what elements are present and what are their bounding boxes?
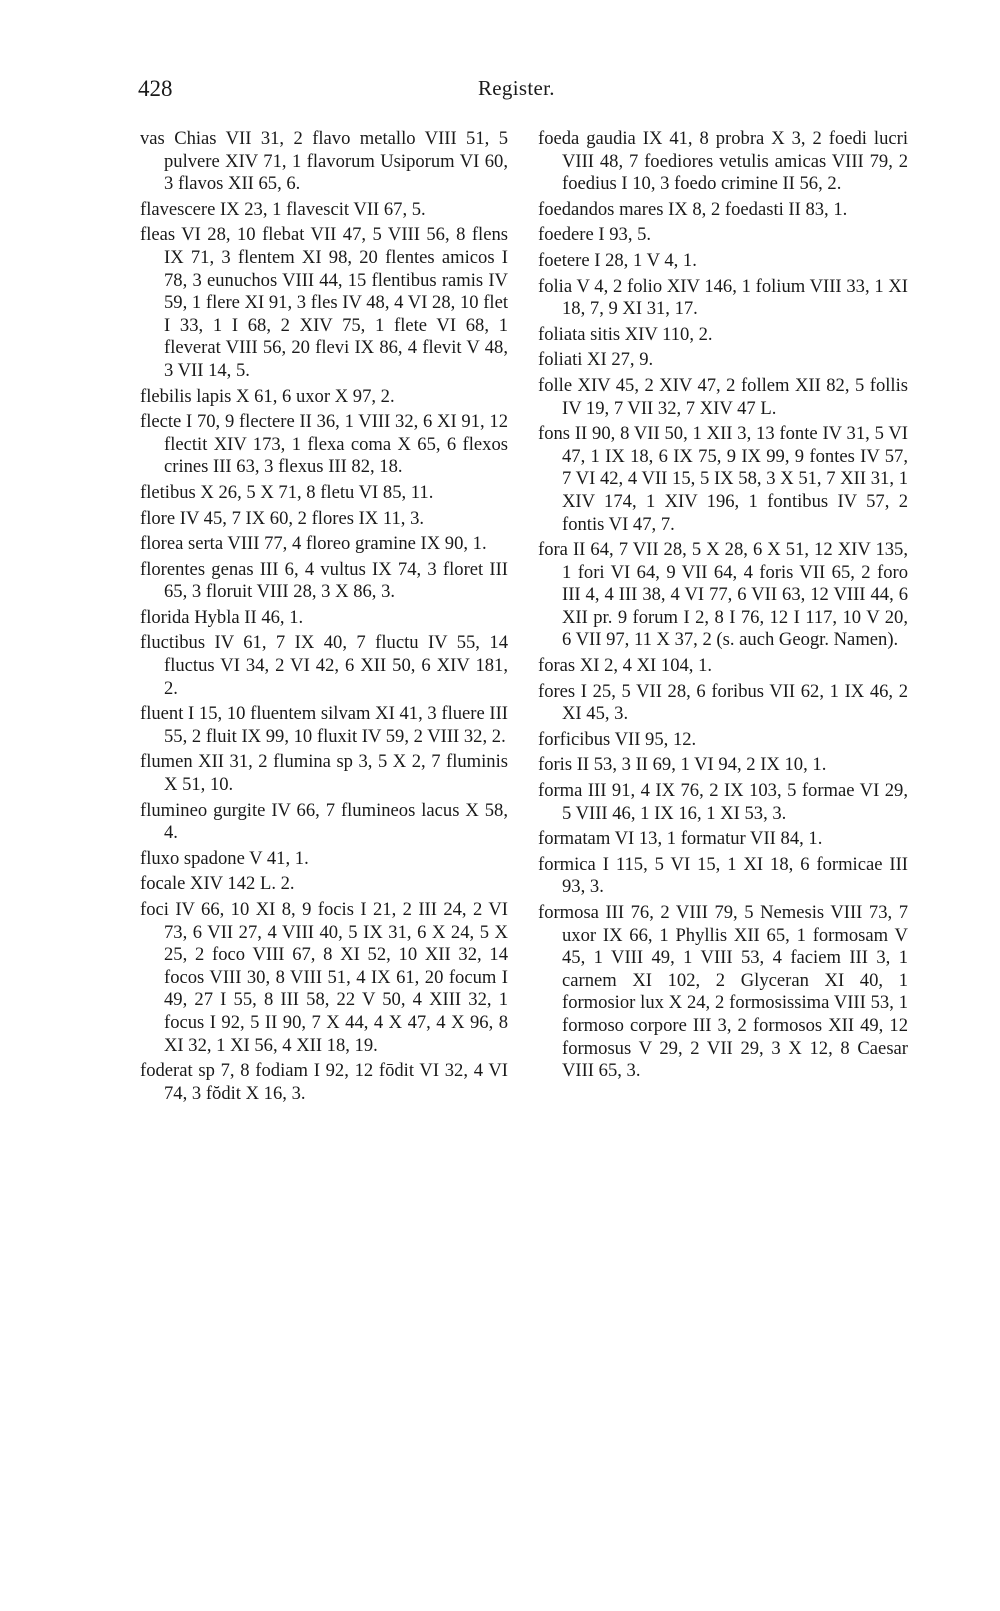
index-entry: folia V 4, 2 folio XIV 146, 1 folium VIII 33, 1 XI 18, 7, 9 XI 31, 17. bbox=[538, 275, 908, 320]
index-entry: foderat sp 7, 8 fodiam I 92, 12 fōdit VI 32, 4 VI 74, 3 fŏdit X 16, 3. bbox=[140, 1060, 508, 1104]
index-entry: fletibus X 26, 5 X 71, 8 fletu VI 85, 11. bbox=[140, 481, 434, 503]
right-column bbox=[538, 128, 908, 1086]
index-entry: formatam VI 13, 1 formatur VII 84, 1. bbox=[538, 828, 823, 850]
index-entry: fleas VI 28, 10 flebat VII 47, 5 VIII 56, 8 flens IX 71, 3 flentem XI 98, 20 flentes amicos I 78, 3 eunuchos VIII 44, 15 flentibus ramis IV 59, 1 flere XI 91, 3 fles IV 48, 4 VI 28, 10 flet I 33, 1 I 68, 2 XIV 75, 1 flete VI 68, 1 fleverat VIII 56, 20 flevi IX 86, 4 flevit V 48, 3 VII 14, 5. bbox=[140, 224, 508, 381]
index-entry: florea serta VIII 77, 4 floreo gramine IX 90, 1. bbox=[140, 533, 487, 555]
index-entry: foris II 53, 3 II 69, 1 VI 94, 2 IX 10, 1. bbox=[538, 754, 827, 776]
left-column bbox=[140, 128, 508, 1108]
page-header bbox=[138, 76, 910, 106]
index-entry: focale XIV 142 L. 2. bbox=[140, 873, 295, 895]
index-entry: foetere I 28, 1 V 4, 1. bbox=[538, 249, 697, 271]
index-entry: forficibus VII 95, 12. bbox=[538, 728, 697, 750]
index-entry: foras XI 2, 4 XI 104, 1. bbox=[538, 655, 713, 677]
index-entry: flavescere IX 23, 1 flavescit VII 67, 5. bbox=[140, 198, 426, 220]
index-entry: folle XIV 45, 2 XIV 47, 2 follem XII 82, 5 follis IV 19, 7 VII 32, 7 XIV 47 L. bbox=[538, 374, 908, 419]
index-entry: foedandos mares IX 8, 2 foedasti II 83, 1. bbox=[538, 198, 848, 220]
running-title: Register. bbox=[478, 76, 555, 100]
index-entry: forma III 91, 4 IX 76, 2 IX 103, 5 formae VI 29, 5 VIII 46, 1 IX 16, 1 XI 53, 3. bbox=[538, 780, 908, 824]
index-entry: formosa III 76, 2 VIII 79, 5 Nemesis VIII 73, 7 uxor IX 66, 1 Phyllis XII 65, 1 formosam V 45, 1 VIII 49, 1 VIII 53, 4 faciem III 3, 1 carnem XI 102, 2 Glyceran XI 40, 1 formosior lux X 24, 2 formosissima VIII 53, 1 formoso corpore III 3, 2 formosos XII 49, 12 formosus V 29, 2 VII 29, 3 X 12, 8 Caesar VIII 65, 3. bbox=[538, 902, 908, 1082]
index-entry: florida Hybla II 46, 1. bbox=[140, 606, 304, 628]
index-entry: foedere I 93, 5. bbox=[538, 224, 652, 246]
index-entry: fores I 25, 5 VII 28, 6 foribus VII 62, 1 IX 46, 2 XI 45, 3. bbox=[538, 680, 908, 725]
index-entry: flore IV 45, 7 IX 60, 2 flores IX 11, 3. bbox=[140, 507, 425, 529]
index-entry: foliati XI 27, 9. bbox=[538, 349, 654, 371]
page-number: 428 bbox=[138, 76, 173, 101]
index-entry: foeda gaudia IX 41, 8 probra X 3, 2 foedi lucri VIII 48, 7 foediores vetulis amicas VIII 79, 2 foedius I 10, 3 foedo crimine II 56, 2. bbox=[538, 128, 908, 195]
index-entry: foci IV 66, 10 XI 8, 9 focis I 21, 2 III 24, 2 VI 73, 6 VII 27, 4 VIII 40, 5 IX 31, 6 X 24, 5 X 25, 2 foco VIII 67, 8 XI 52, 10 XII 32, 14 focos VIII 30, 8 VIII 51, 4 IX 61, 20 focum I 49, 27 I 55, 8 III 58, 22 V 50, 4 XIII 32, 1 focus I 92, 5 II 90, 7 X 44, 4 X 47, 4 X 96, 8 XI 32, 1 XI 56, 4 XII 18, 19. bbox=[140, 899, 508, 1056]
index-entry: fluctibus IV 61, 7 IX 40, 7 fluctu IV 55, 14 fluctus VI 34, 2 VI 42, 6 XII 50, 6 XIV 181, 2. bbox=[140, 632, 508, 699]
index-entry: fluxo spadone V 41, 1. bbox=[140, 847, 309, 869]
index-entry: fora II 64, 7 VII 28, 5 X 28, 6 X 51, 12 XIV 135, 1 fori VI 64, 9 VII 64, 4 foris VII 65, 2 foro III 4, 4 III 38, 4 VI 77, 6 VII 63, 12 VIII 44, 6 XII pr. 9 forum I 2, 8 I 76, 12 I 117, 10 V 20, 6 VII 97, 11 X 37, 2 (s. auch Geogr. Namen). bbox=[538, 539, 908, 651]
index-entry: flecte I 70, 9 flectere II 36, 1 VIII 32, 6 XI 91, 12 flectit XIV 173, 1 flexa coma X 65, 6 flexos crines III 63, 3 flexus III 82, 18. bbox=[140, 411, 508, 478]
index-entry: flumineo gurgite IV 66, 7 flumineos lacus X 58, 4. bbox=[140, 799, 508, 844]
index-entry: foliata sitis XIV 110, 2. bbox=[538, 323, 713, 345]
index-entry: formica I 115, 5 VI 15, 1 XI 18, 6 formicae III 93, 3. bbox=[538, 853, 908, 898]
index-entry: fluent I 15, 10 fluentem silvam XI 41, 3 fluere III 55, 2 fluit IX 99, 10 fluxit IV 59, 2 VIII 32, 2. bbox=[140, 703, 508, 747]
index-entry: vas Chias VII 31, 2 flavo metallo VIII 51, 5 pulvere XIV 71, 1 flavorum Usiporum VI 60, 3 flavos XII 65, 6. bbox=[140, 128, 508, 195]
index-entry: fons II 90, 8 VII 50, 1 XII 3, 13 fonte IV 31, 5 VI 47, 1 IX 18, 6 IX 75, 9 IX 99, 9 fontes IV 57, 7 VI 42, 4 VII 15, 5 IX 58, 3 X 51, 7 XII 31, 1 XIV 174, 1 XIV 196, 1 fontibus IV 57, 2 fontis VI 47, 7. bbox=[538, 423, 908, 535]
index-entry: florentes genas III 6, 4 vultus IX 74, 3 floret III 65, 3 floruit VIII 28, 3 X 86, 3. bbox=[140, 558, 508, 603]
index-entry: flumen XII 31, 2 flumina sp 3, 5 X 2, 7 fluminis X 51, 10. bbox=[140, 751, 508, 796]
index-entry: flebilis lapis X 61, 6 uxor X 97, 2. bbox=[140, 385, 395, 407]
